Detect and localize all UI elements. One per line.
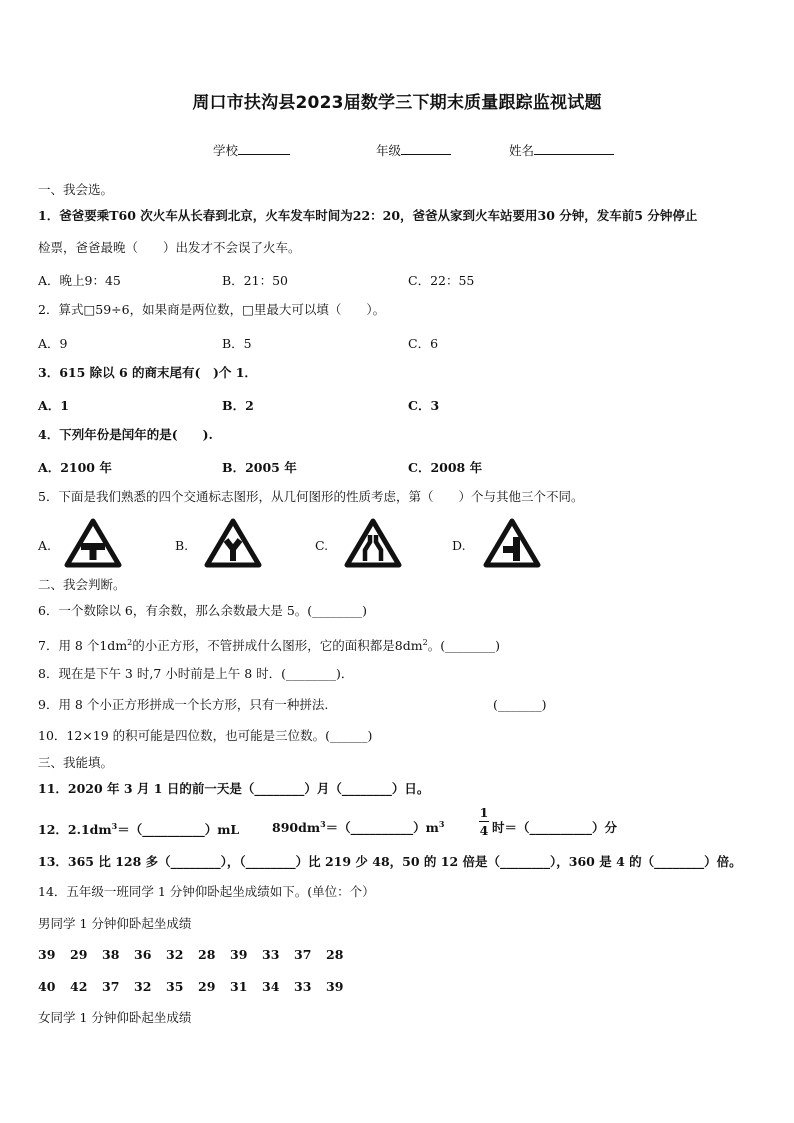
q2-option-c[interactable]: C．6 xyxy=(408,336,439,351)
q12-exp2: 3 xyxy=(320,818,326,829)
q9-answer-blank[interactable]: (_______) xyxy=(493,697,547,712)
q7-mid: 的小正方形，不管拼成什么图形，它的面积都是 xyxy=(132,638,395,654)
q12-part2-blank[interactable]: ＝（__________）m xyxy=(325,820,439,835)
q3-text: 3．615 除以 6 的商末尾有( )个 1． xyxy=(38,365,257,380)
table-cell: 40 xyxy=(38,979,56,994)
q14-girls-label: 女同学 1 分钟仰卧起坐成绩 xyxy=(38,1010,192,1025)
q1-option-b[interactable]: B．21：50 xyxy=(222,273,288,288)
table-cell: 32 xyxy=(134,979,152,994)
t-junction-sign-icon xyxy=(64,518,122,568)
name-blank[interactable] xyxy=(534,142,614,155)
q4-option-a[interactable]: A．2100 年 xyxy=(38,460,112,475)
q12-fraction xyxy=(478,805,490,838)
grade-label: 年级 xyxy=(376,143,402,158)
section-1-heading: 一、我会选。 xyxy=(38,182,114,197)
q3-option-c[interactable]: C．3 xyxy=(408,398,440,413)
q12-frac-num: 1 xyxy=(479,805,489,820)
q7-post: 。(________) xyxy=(427,638,500,654)
section-2-heading: 二、我会判断。 xyxy=(38,577,126,592)
q14-boys-row2 xyxy=(38,979,358,995)
table-cell: 29 xyxy=(198,979,216,994)
table-cell: 32 xyxy=(166,947,184,962)
side-road-sign-icon xyxy=(483,518,541,568)
q12-part1-label: 12．2.1dm xyxy=(38,822,112,838)
q12-exp3: 3 xyxy=(438,818,445,829)
q12-frac-den: 4 xyxy=(479,823,489,838)
q5-option-b[interactable]: B. xyxy=(175,538,189,553)
q4-option-c[interactable]: C．2008 年 xyxy=(408,460,483,475)
q12-frac-bar xyxy=(479,821,489,822)
q2-option-a[interactable]: A．9 xyxy=(38,336,68,351)
q12-part1 xyxy=(38,818,239,838)
q3-option-b[interactable]: B．2 xyxy=(222,398,254,413)
name-label: 姓名 xyxy=(509,143,535,158)
table-cell: 34 xyxy=(262,979,280,994)
q12-exp1: 3 xyxy=(111,821,118,831)
q2-option-b[interactable]: B．5 xyxy=(222,336,252,351)
q7-exp1: 2 xyxy=(127,638,133,647)
section-3-heading: 三、我能填。 xyxy=(38,755,114,770)
table-cell: 33 xyxy=(294,979,312,994)
q7-unit1: 1dm xyxy=(99,638,128,654)
q1-line2: 检票，爸爸最晚（ ）出发才不会误了火车。 xyxy=(38,240,301,255)
q4-option-b[interactable]: B．2005 年 xyxy=(222,460,297,475)
table-cell: 28 xyxy=(326,947,344,962)
table-cell: 35 xyxy=(166,979,184,994)
q6-text: 6．一个数除以 6，有余数，那么余数最大是 5。(________) xyxy=(38,603,368,618)
page-title: 周口市扶沟县2023届数学三下期末质量跟踪监视试题 xyxy=(192,93,602,113)
q5-text: 5．下面是我们熟悉的四个交通标志图形，从几何图形的性质考虑，第（ ）个与其他三个不同。 xyxy=(38,489,584,504)
q1-option-c[interactable]: C．22：55 xyxy=(408,273,475,288)
table-cell: 39 xyxy=(38,947,56,962)
table-cell: 38 xyxy=(102,947,120,962)
q2-text: 2．算式□59÷6，如果商是两位数，□里最大可以填（ ）。 xyxy=(38,302,386,317)
q1-option-a[interactable]: A．晚上9：45 xyxy=(38,273,121,288)
school-field xyxy=(213,141,290,159)
q14-boys-row1 xyxy=(38,947,358,963)
table-cell: 39 xyxy=(326,979,344,994)
q14-text: 14．五年级一班同学 1 分钟仰卧起坐成绩如下。(单位：个） xyxy=(38,884,375,899)
q7-exp2: 2 xyxy=(422,638,428,647)
q10-text: 10．12×19 的积可能是四位数，也可能是三位数。(______) xyxy=(38,728,373,743)
table-cell: 39 xyxy=(230,947,248,962)
q5-option-d[interactable]: D. xyxy=(452,538,466,553)
q12-part2 xyxy=(272,818,444,836)
school-blank[interactable] xyxy=(238,142,290,155)
road-narrows-sign-icon xyxy=(344,518,402,568)
table-cell: 28 xyxy=(198,947,216,962)
q9-text: 9．用 8 个小正方形拼成一个长方形，只有一种拼法. xyxy=(38,697,329,712)
table-cell: 31 xyxy=(230,979,248,994)
q7-text xyxy=(38,635,500,654)
name-field xyxy=(509,141,614,159)
q12-part2-label: 890dm xyxy=(272,820,321,835)
y-junction-sign-icon xyxy=(204,518,262,568)
q12-part3: 时＝（__________）分 xyxy=(492,820,618,835)
q7-unit2: 8dm xyxy=(394,638,423,654)
table-cell: 37 xyxy=(294,947,312,962)
q1-line1: 1．爸爸要乘T60 次火车从长春到北京，火车发车时间为22：20，爸爸从家到火车站要用30 分钟，发车前5 分钟停止 xyxy=(38,208,698,223)
grade-field xyxy=(376,141,451,159)
q13-text: 13．365 比 128 多（________），（________）比 219 少 48，50 的 12 倍是（________），360 是 4 的（________）倍。 xyxy=(38,854,742,869)
q4-text: 4．下列年份是闰年的是( ). xyxy=(38,427,213,442)
q11-text: 11．2020 年 3 月 1 日的前一天是（________）月（________）日。 xyxy=(38,781,430,796)
table-cell: 33 xyxy=(262,947,280,962)
q12-part1-blank[interactable]: ＝（__________）mL xyxy=(117,822,240,838)
table-cell: 42 xyxy=(70,979,88,994)
q5-option-a[interactable]: A. xyxy=(38,538,52,553)
school-label: 学校 xyxy=(213,143,239,158)
grade-blank[interactable] xyxy=(401,142,451,155)
table-cell: 37 xyxy=(102,979,120,994)
table-cell: 36 xyxy=(134,947,152,962)
q14-boys-label: 男同学 1 分钟仰卧起坐成绩 xyxy=(38,916,192,931)
q7-pre: 7．用 8 个 xyxy=(38,638,100,654)
q5-option-c[interactable]: C. xyxy=(315,538,329,553)
table-cell: 29 xyxy=(70,947,88,962)
q8-text: 8．现在是下午 3 时,7 小时前是上午 8 时．(________)． xyxy=(38,666,354,681)
q3-option-a[interactable]: A．1 xyxy=(38,398,69,413)
